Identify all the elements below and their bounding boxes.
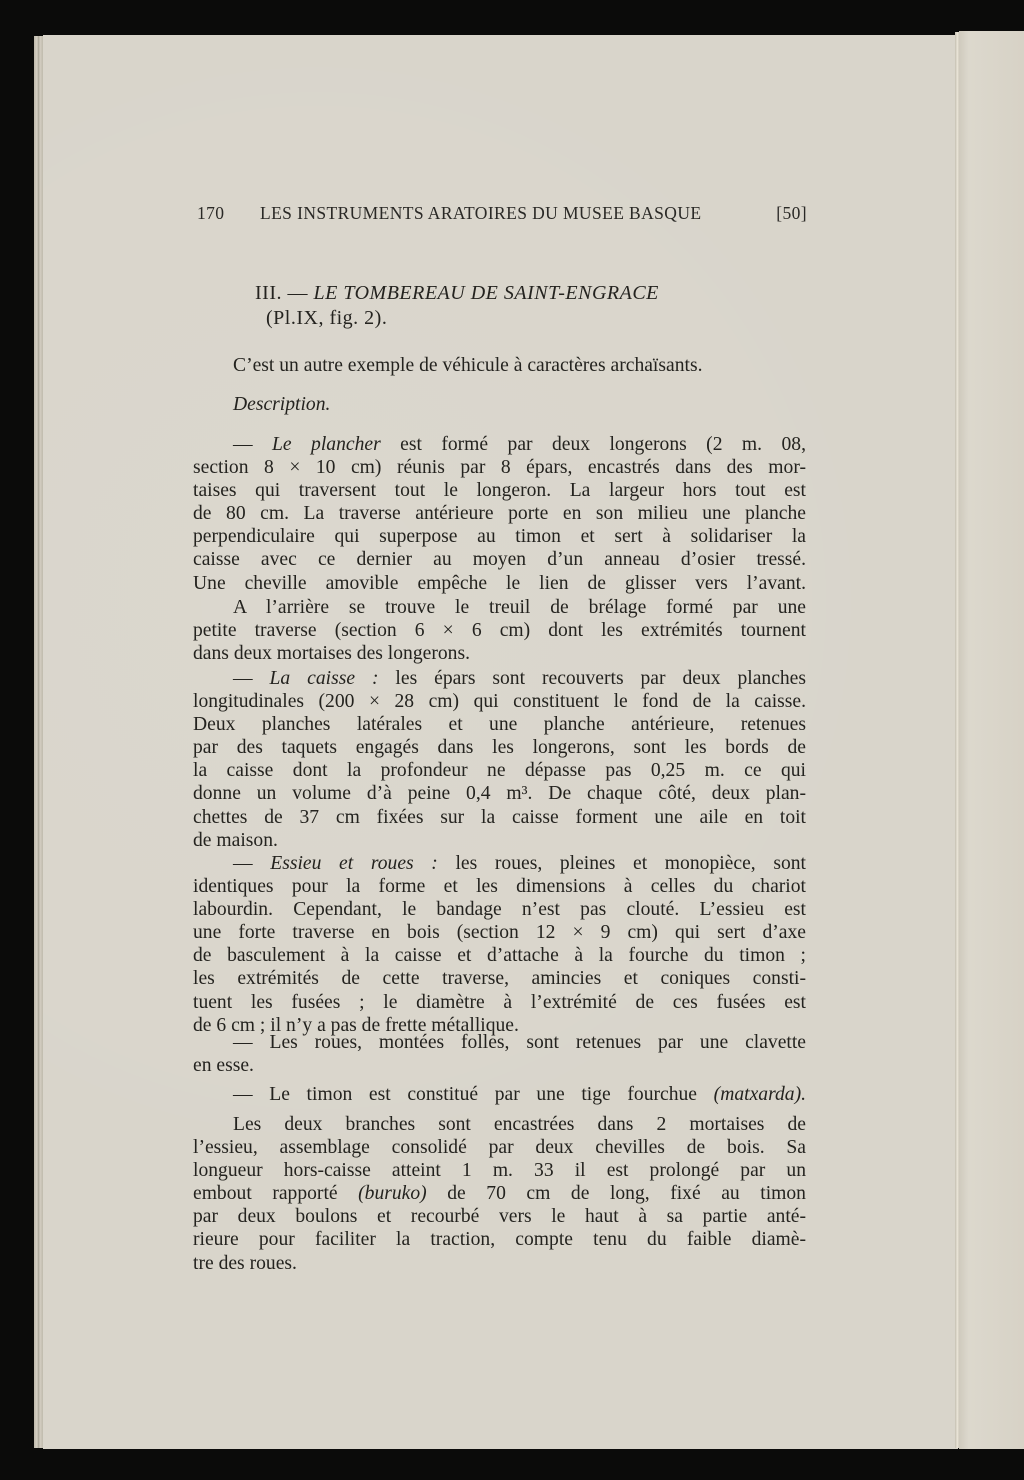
text-line: — Le plancher est formé par deux longerons (2 m. 08,: [233, 434, 806, 455]
paragraph-essieu: [193, 852, 806, 1037]
bracket-number: [50]: [776, 203, 807, 223]
plate-reference: (Pl.IX, fig. 2).: [266, 307, 388, 329]
description-label-block: [193, 393, 806, 416]
text-line: Une cheville amovible empêche le lien de glisser vers l’avant.: [193, 572, 806, 594]
page-number: 170: [197, 203, 225, 223]
text-line: labourdin. Cependant, le bandage n’est pas clouté. L’essieu est: [193, 899, 806, 921]
intro-text: C’est un autre exemple de véhicule à caractères archaïsants.: [233, 355, 703, 376]
text-line: rieure pour faciliter la traction, compte tenu du faible diamè-: [193, 1229, 806, 1251]
text-line: A l’arrière se trouve le treuil de brélage formé par une: [233, 597, 806, 618]
text-line: par des taquets engagés dans les longerons, sont les bords de: [193, 737, 806, 759]
text-line: de basculement à la caisse et d’attache à la fourche du timon ;: [193, 945, 806, 967]
term-essieu: Essieu et roues :: [270, 853, 438, 874]
text-line: une forte traverse en bois (section 12 × 9 cm) qui sert d’axe: [193, 922, 806, 944]
text-line: Deux planches latérales et une planche antérieure, retenues: [193, 714, 806, 736]
section-title: LE TOMBEREAU DE SAINT-ENGRACE: [313, 282, 659, 304]
text-line: dans deux mortaises des longerons.: [193, 643, 470, 665]
section-number: III. —: [255, 282, 308, 304]
running-head: [197, 203, 807, 229]
text-line: longueur hors-caisse atteint 1 m. 33 il est prolongé par un: [193, 1160, 806, 1182]
term-buruko: (buruko): [358, 1183, 427, 1205]
text-line: donne un volume d’à peine 0,4 m³. De chaque côté, deux plan-: [193, 783, 806, 805]
text-line: en esse.: [193, 1055, 254, 1077]
text-line: par deux boulons et recourbé vers le haut à sa partie anté-: [193, 1206, 806, 1228]
paragraph-branches: [193, 1113, 806, 1275]
text-line: — Les roues, montées folles, sont retenues par une clavette: [233, 1032, 806, 1053]
text-line: — Le timon est constitué par une tige fourchue (matxarda).: [233, 1084, 806, 1105]
paragraph-arriere: [193, 596, 806, 665]
text-line: perpendiculaire qui superpose au timon et sert à solidariser la: [193, 526, 806, 548]
text-line: de maison.: [193, 829, 278, 851]
text-line: de 80 cm. La traverse antérieure porte en son milieu une planche: [193, 503, 806, 525]
term-plancher: Le plancher: [272, 434, 381, 455]
term-caisse: La caisse :: [269, 668, 379, 689]
text-line: section 8 × 10 cm) réunis par 8 épars, encastrés dans des mor-: [193, 457, 806, 479]
text-line: l’essieu, assemblage consolidé par deux chevilles de bois. Sa: [193, 1137, 806, 1159]
text-line: la caisse dont la profondeur ne dépasse pas 0,25 m. ce qui: [193, 760, 806, 782]
term-matxarda: (matxarda).: [713, 1084, 806, 1105]
text-line: — La caisse : les épars sont recouverts par deux planches: [233, 668, 807, 689]
text-line: de 6 cm ; il n’y a pas de frette métallique.: [193, 1014, 519, 1036]
paragraph-caisse: [193, 667, 806, 852]
text-line: petite traverse (section 6 × 6 cm) dont les extrémités tournent: [193, 620, 806, 642]
text-line: les extrémités de cette traverse, amincies et coniques consti-: [193, 968, 806, 990]
text-line: tre des roues.: [193, 1252, 297, 1274]
intro-paragraph: [193, 354, 806, 377]
text-line: identiques pour la forme et les dimensions à celles du chariot: [193, 876, 806, 898]
text-line: tuent les fusées ; le diamètre à l’extrémité de ces fusées est: [193, 991, 806, 1013]
running-title: LES INSTRUMENTS ARATOIRES DU MUSEE BASQUE: [260, 203, 702, 223]
text-line: caisse avec ce dernier au moyen d’un anneau d’osier tressé.: [193, 549, 806, 571]
text-line: chettes de 37 cm fixées sur la caisse forment une aile en toit: [193, 806, 806, 828]
paragraph-plancher: [193, 433, 806, 595]
text-line: Les deux branches sont encastrées dans 2 mortaises de: [233, 1114, 806, 1135]
description-label: Description.: [233, 394, 331, 415]
paragraph-timon: [193, 1083, 806, 1106]
text-line: longitudinales (200 × 28 cm) qui constituent le fond de la caisse.: [193, 691, 806, 713]
paragraph-roues: [193, 1031, 806, 1077]
text-line: embout rapporté (buruko) de 70 cm de long, fixé au timon: [193, 1183, 806, 1205]
section-heading: [255, 282, 659, 330]
text-line: taises qui traversent tout le longeron. La largeur hors tout est: [193, 480, 806, 502]
text-line: — Essieu et roues : les roues, pleines et monopièce, sont: [233, 853, 806, 874]
facing-page: [959, 31, 1024, 1449]
